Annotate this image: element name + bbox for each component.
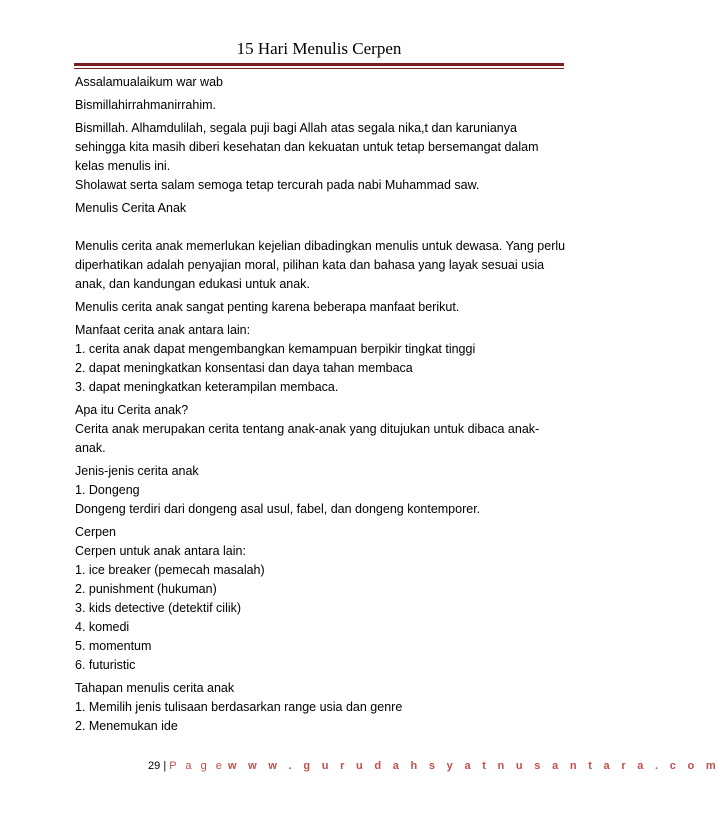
text-line: Menulis cerita anak memerlukan kejelian dibadingkan menulis untuk dewasa. Yang perlu [75,239,566,253]
text-line: 2. dapat meningkatkan konsentasi dan daya tahan membaca [75,361,413,375]
paragraph [75,119,567,195]
text-line: Assalamualaikum war wab [75,75,223,89]
paragraph [75,96,567,115]
text-line: 2. punishment (hukuman) [75,582,217,596]
text-line: anak, dan kandungan edukasi untuk anak. [75,277,310,291]
paragraph [75,298,567,317]
page-number: 29 [148,760,161,772]
text-line: Menulis Cerita Anak [75,201,187,215]
paragraph [75,321,567,397]
text-line: 3. dapat meningkatkan keterampilan membaca. [75,380,339,394]
text-line: Cerita anak merupakan cerita tentang anak-anak yang ditujukan untuk dibaca anak- [75,422,540,436]
text-line: Cerpen untuk anak antara lain: [75,544,246,558]
text-line: Apa itu Cerita anak? [75,403,189,417]
page-label: P a g e [169,760,225,772]
text-line: 4. komedi [75,620,130,634]
text-line: Bismillah. Alhamdulilah, segala puji bagi Allah atas segala nika,t dan karunianya [75,121,517,135]
paragraph [75,73,567,92]
text-line: Dongeng terdiri dari dongeng asal usul, fabel, dan dongeng kontemporer. [75,502,481,516]
text-line: Jenis-jenis cerita anak [75,464,199,478]
text-line: 3. kids detective (detektif cilik) [75,601,242,615]
text-line: diperhatikan adalah penyajian moral, pilihan kata dan bahasa yang layak sesuai usia [75,258,545,272]
text-line: Tahapan menulis cerita anak [75,681,235,695]
text-line: kelas menulis ini. [75,159,171,173]
text-line: 1. ice breaker (pemecah masalah) [75,563,265,577]
paragraph [75,199,567,294]
page-footer [148,760,720,772]
text-line: sehingga kita masih diberi kesehatan dan kekuatan untuk tetap bersemangat dalam [75,140,539,154]
text-line: Bismillahirrahmanirrahim. [75,98,217,112]
text-line: anak. [75,441,106,455]
footer-separator: | [163,760,167,772]
paragraph [75,462,567,519]
text-line: 1. Dongeng [75,483,140,497]
text-line: Menulis cerita anak sangat penting karena beberapa manfaat berikut. [75,300,460,314]
text-line: 1. Memilih jenis tulisaan berdasarkan range usia dan genre [75,700,403,714]
text-line: 5. momentum [75,639,152,653]
page-header-title: 15 Hari Menulis Cerpen [236,39,402,58]
paragraph [75,401,567,458]
header-rule-thin [74,68,564,69]
text-line: Cerpen [75,525,116,539]
document-body [75,73,567,740]
header-rule-thick [74,63,564,66]
text-line: 6. futuristic [75,658,136,672]
text-line: Manfaat cerita anak antara lain: [75,323,251,337]
text-line: 2. Menemukan ide [75,719,178,733]
text-line: 1. cerita anak dapat mengembangkan kemampuan berpikir tingkat tinggi [75,342,476,356]
text-line: Sholawat serta salam semoga tetap tercurah pada nabi Muhammad saw. [75,178,480,192]
paragraph [75,679,567,736]
footer-website-link[interactable]: w w w . g u r u d a h s y a t n u s a n t a r a . c o m [227,760,720,772]
blank-line [75,218,567,237]
paragraph [75,523,567,675]
